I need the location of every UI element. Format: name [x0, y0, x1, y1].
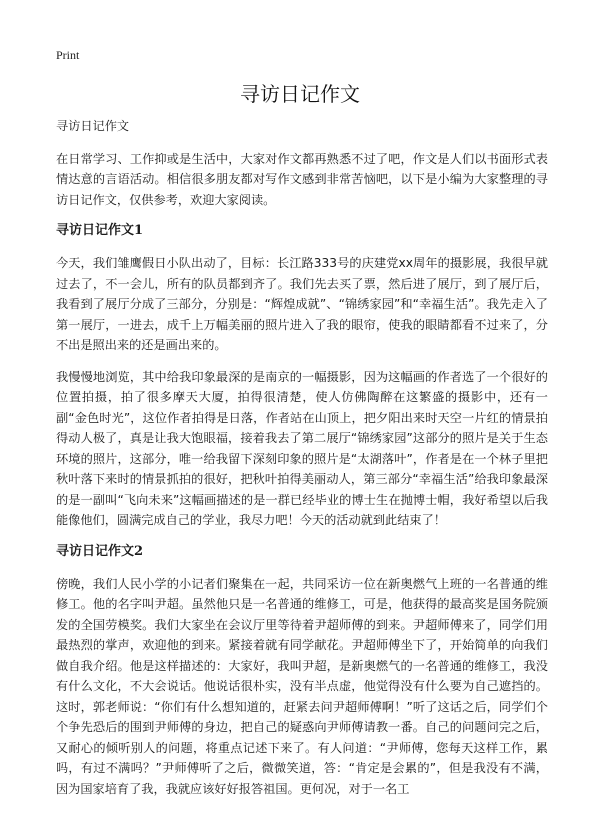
page-title: 寻访日记作文 — [240, 82, 360, 106]
section-heading-1: 寻访日记作文1 — [56, 223, 144, 238]
subtitle: 寻访日记作文 — [56, 119, 130, 133]
section-heading-2: 寻访日记作文2 — [56, 543, 144, 559]
print-link[interactable]: Print — [56, 48, 80, 62]
section-1-paragraph-2: 我慢慢地浏览，其中给我印象最深的是南京的一幅摄影，因为这幅画的作者选了一个很好的位置拍摄，拍了很多摩天大厦，拍得很清楚，使人仿佛陶醉在这繁盛的摄影中，还有一副“金色时光”，这位作者拍得是日落，作者站在山顶上，把夕阳出来时天空一片红的情景拍得动人极了，真是让我大饱眼福，接着我去了第二展厅“锦绣家园”这部分的照片是关于生态环境的照片，这部分，唯一给我留下深刻印象的照片是“太湖落叶”，作者是在一个林子里把秋叶落下来时的情景抓拍的很好，把秋叶拍得美丽动人，第三部分“幸福生活”给我印象最深的是一副叫“飞向未来”这幅画描述的是一群已经毕业的博士生在抛博士帽，我好希望以后我能像他们，圆满完成自己的学业，我尽力吧！今天的活动就到此结束了！ — [56, 369, 548, 527]
intro-paragraph: 在日常学习、工作抑或是生活中，大家对作文都再熟悉不过了吧，作文是人们以书面形式表情达意的言语活动。相信很多朋友都对写作文感到非常苦恼吧，以下是小编为大家整理的寻访日记作文，仅供参考，欢迎大家阅读。 — [56, 151, 548, 207]
section-1-paragraph-1: 今天，我们雏鹰假日小队出动了，目标：长江路333号的庆建党xx周年的摄影展，我很早就过去了，不一会儿，所有的队员都到齐了。我们先去买了票，然后进了展厅，到了展厅后，我看到了展厅分成了三部分，分别是：“辉煌成就”、“锦绣家园”和“幸福生活”。我先走入了第一展厅，一进去，成千上万幅美丽的照片进入了我的眼帘，使我的眼睛都看不过来了，分不出是照出来的还是画出来的。 — [56, 256, 548, 352]
article-body — [56, 116, 548, 810]
section-2-paragraph-1: 傍晚，我们人民小学的小记者们聚集在一起，共同采访一位在新奥燃气上班的一名普通的维修工。他的名字叫尹超。虽然他只是一名普通的维修工，可是，他获得的最高奖是国务院颁发的全国劳模奖。我们大家坐在会议厅里等待着尹超师傅的到来。尹超师傅来了，同学们用最热烈的掌声，欢迎他的到来。紧接着就有同学献花。尹超师傅坐下了，开始简单的向我们做自我介绍。他是这样描述的：大家好，我叫尹超，是新奥燃气的一名普通的维修工，我没有什么文化，不大会说话。他说话很朴实，没有半点虚，他觉得没有什么要为自己遮挡的。这时，郭老师说：“你们有什么想知道的，赶紧去问尹超师傅啊！”听了这话之后，同学们个个争先恐后的围到尹师傅的身边，把自己的疑惑向尹师傅请教一番。自己的问题问完之后，又耐心的倾听别人的问题，将重点记述下来了。有人问道：“尹师傅，您每天这样工作，累吗，有过不满吗？”尹师傅听了之后，微微笑道，答：“肯定是会累的”，但是我没有不满，因为国家培育了我，我就应该好好报答祖国。更何况，对于一名工 — [56, 576, 548, 796]
